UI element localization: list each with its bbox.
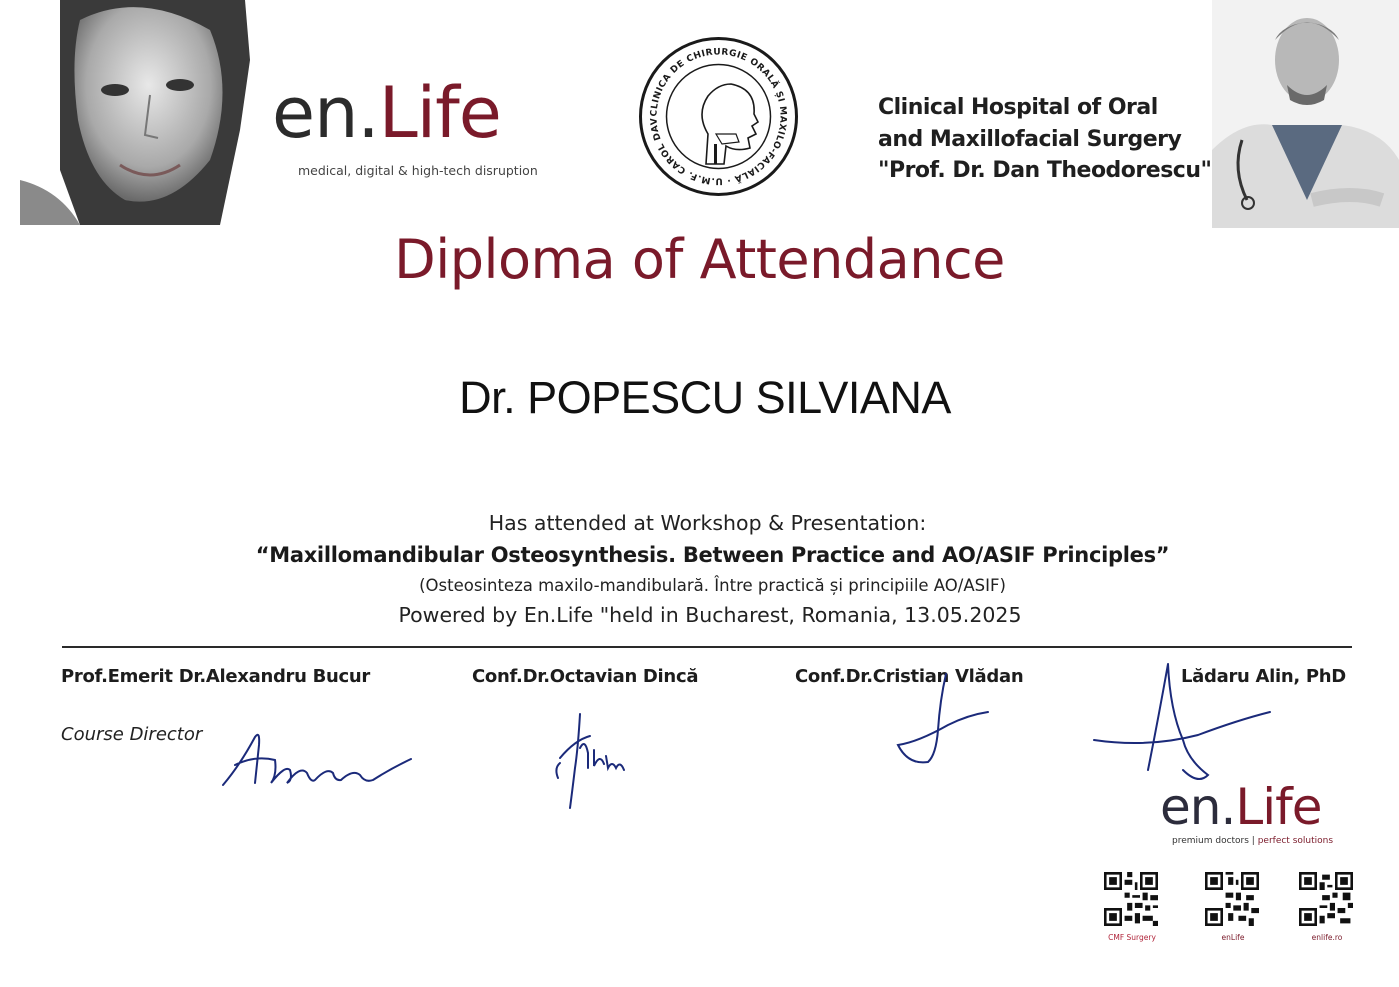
logo-bottom-en-text: en.	[1160, 778, 1236, 836]
qr-code-enlife	[1205, 872, 1261, 942]
qr-code-enlife-ro	[1299, 872, 1355, 942]
divider-line	[62, 646, 1352, 648]
signatory-4-name: Lădaru Alin, PhD	[1181, 666, 1346, 687]
hospital-line-2: and Maxillofacial Surgery	[878, 126, 1182, 152]
clinic-seal	[636, 34, 801, 199]
tagline-accent: perfect solutions	[1257, 836, 1334, 846]
qr-code-icon	[1205, 872, 1259, 926]
signature-bucur	[215, 725, 420, 795]
workshop-powered-by: Powered by En.Life "held in Bucharest, Romania, 13.05.2025	[398, 603, 1022, 627]
signatory-1-name: Prof.Emerit Dr.Alexandru Bucur	[61, 666, 371, 687]
qr-code-icon	[1299, 872, 1353, 926]
attendance-intro: Has attended at Workshop & Presentation:	[488, 511, 927, 535]
logo-bottom-life-text: Life	[1235, 778, 1322, 836]
logo-bottom-tagline	[1172, 836, 1333, 846]
hospital-line-3: "Prof. Dr. Dan Theodorescu"	[878, 158, 1212, 183]
tagline-dark: premium doctors |	[1172, 836, 1258, 846]
enlife-logo-bottom	[1160, 778, 1360, 852]
logo-tagline: medical, digital & high-tech disruption	[298, 163, 538, 178]
qr-label-enlife-ro: enlife.ro	[1311, 933, 1343, 942]
woman-portrait-image	[20, 0, 255, 225]
logo-en-text: en.	[272, 72, 379, 154]
hospital-name	[878, 92, 1218, 187]
qr-code-icon	[1104, 872, 1158, 926]
enlife-logo	[272, 72, 572, 188]
workshop-translation: (Osteosinteza maxilo-mandibulară. Între practică și principiile AO/ASIF)	[419, 576, 1006, 595]
qr-label-enlife: enLife	[1221, 933, 1245, 942]
doctor-portrait-image	[1212, 0, 1399, 228]
signatory-2-name: Conf.Dr.Octavian Dincă	[472, 666, 699, 687]
signatory-1-role: Course Director	[61, 724, 203, 745]
logo-life-text: Life	[378, 72, 501, 154]
seal-ring-text: CLINICA DE CHIRURGIE ORALĂ ȘI MAXILO-FACIALĂ · U.M.F. CAROL DAV	[649, 47, 788, 186]
svg-text:CLINICA DE CHIRURGIE ORALĂ ȘI	[636, 34, 788, 186]
hospital-line-1: Clinical Hospital of Oral	[878, 95, 1158, 120]
qr-label-cmf: CMF Surgery	[1108, 933, 1156, 942]
signatory-3-name: Conf.Dr.Cristian Vlădan	[795, 666, 1024, 687]
diploma-title: Diploma of Attendance	[394, 228, 1005, 291]
recipient-name: Dr. POPESCU SILVIANA	[459, 372, 951, 423]
workshop-name: “Maxillomandibular Osteosynthesis. Between Practice and AO/ASIF Principles”	[255, 543, 1170, 567]
qr-code-cmf	[1104, 872, 1160, 942]
signature-dinca	[550, 708, 640, 812]
signature-vladan	[888, 670, 993, 770]
